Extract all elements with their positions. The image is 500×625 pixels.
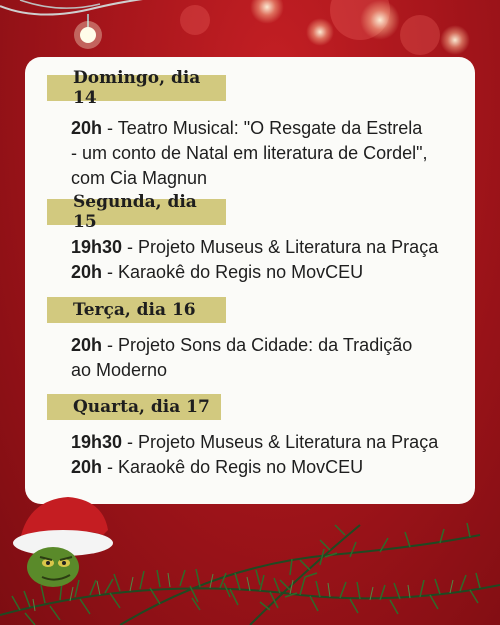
event-time: 20h [71, 118, 103, 138]
string-lights-icon [0, 0, 150, 60]
event-line-continued: ao Moderno [71, 360, 168, 380]
event-line [71, 235, 438, 260]
day-header-quarta [47, 394, 221, 420]
event-line [71, 260, 438, 285]
event-desc: - Teatro Musical: "O Resgate da Estrela [102, 118, 422, 138]
event-line-continued: com Cia Magnun [71, 168, 208, 188]
sparkle-light [306, 18, 334, 46]
santa-hat-character-icon [8, 495, 118, 595]
bokeh-light [180, 5, 210, 35]
event-line [71, 116, 428, 141]
event-time: 19h30 [71, 432, 123, 452]
events-terca [71, 333, 412, 383]
day-header-terca [47, 297, 226, 323]
event-desc: - Karaokê do Regis no MovCEU [102, 457, 363, 477]
day-label: Segunda, dia 15 [73, 192, 197, 232]
event-time: 20h [71, 335, 103, 355]
event-desc: - Projeto Museus & Literatura na Praça [122, 237, 438, 257]
event-line [71, 455, 438, 480]
bokeh-light [400, 15, 440, 55]
schedule-card [25, 57, 475, 504]
event-line [71, 430, 438, 455]
event-desc: - Projeto Sons da Cidade: da Tradição [102, 335, 412, 355]
event-line-continued: - um conto de Natal em literatura de Cordel", [71, 143, 428, 163]
day-header-domingo [47, 68, 226, 108]
event-desc: - Karaokê do Regis no MovCEU [102, 262, 363, 282]
event-time: 19h30 [71, 237, 123, 257]
event-line [71, 333, 412, 358]
events-quarta [71, 430, 438, 480]
event-time: 20h [71, 262, 103, 282]
day-label: Terça, dia 16 [73, 300, 196, 320]
day-header-segunda [47, 192, 226, 232]
event-time: 20h [71, 457, 103, 477]
event-desc: - Projeto Museus & Literatura na Praça [122, 432, 438, 452]
events-domingo [71, 116, 428, 191]
sparkle-light [440, 25, 470, 55]
events-segunda [71, 235, 438, 285]
day-label: Domingo, dia 14 [73, 68, 201, 108]
sparkle-light [360, 0, 400, 40]
day-label: Quarta, dia 17 [73, 397, 210, 417]
sparkle-light [250, 0, 284, 24]
